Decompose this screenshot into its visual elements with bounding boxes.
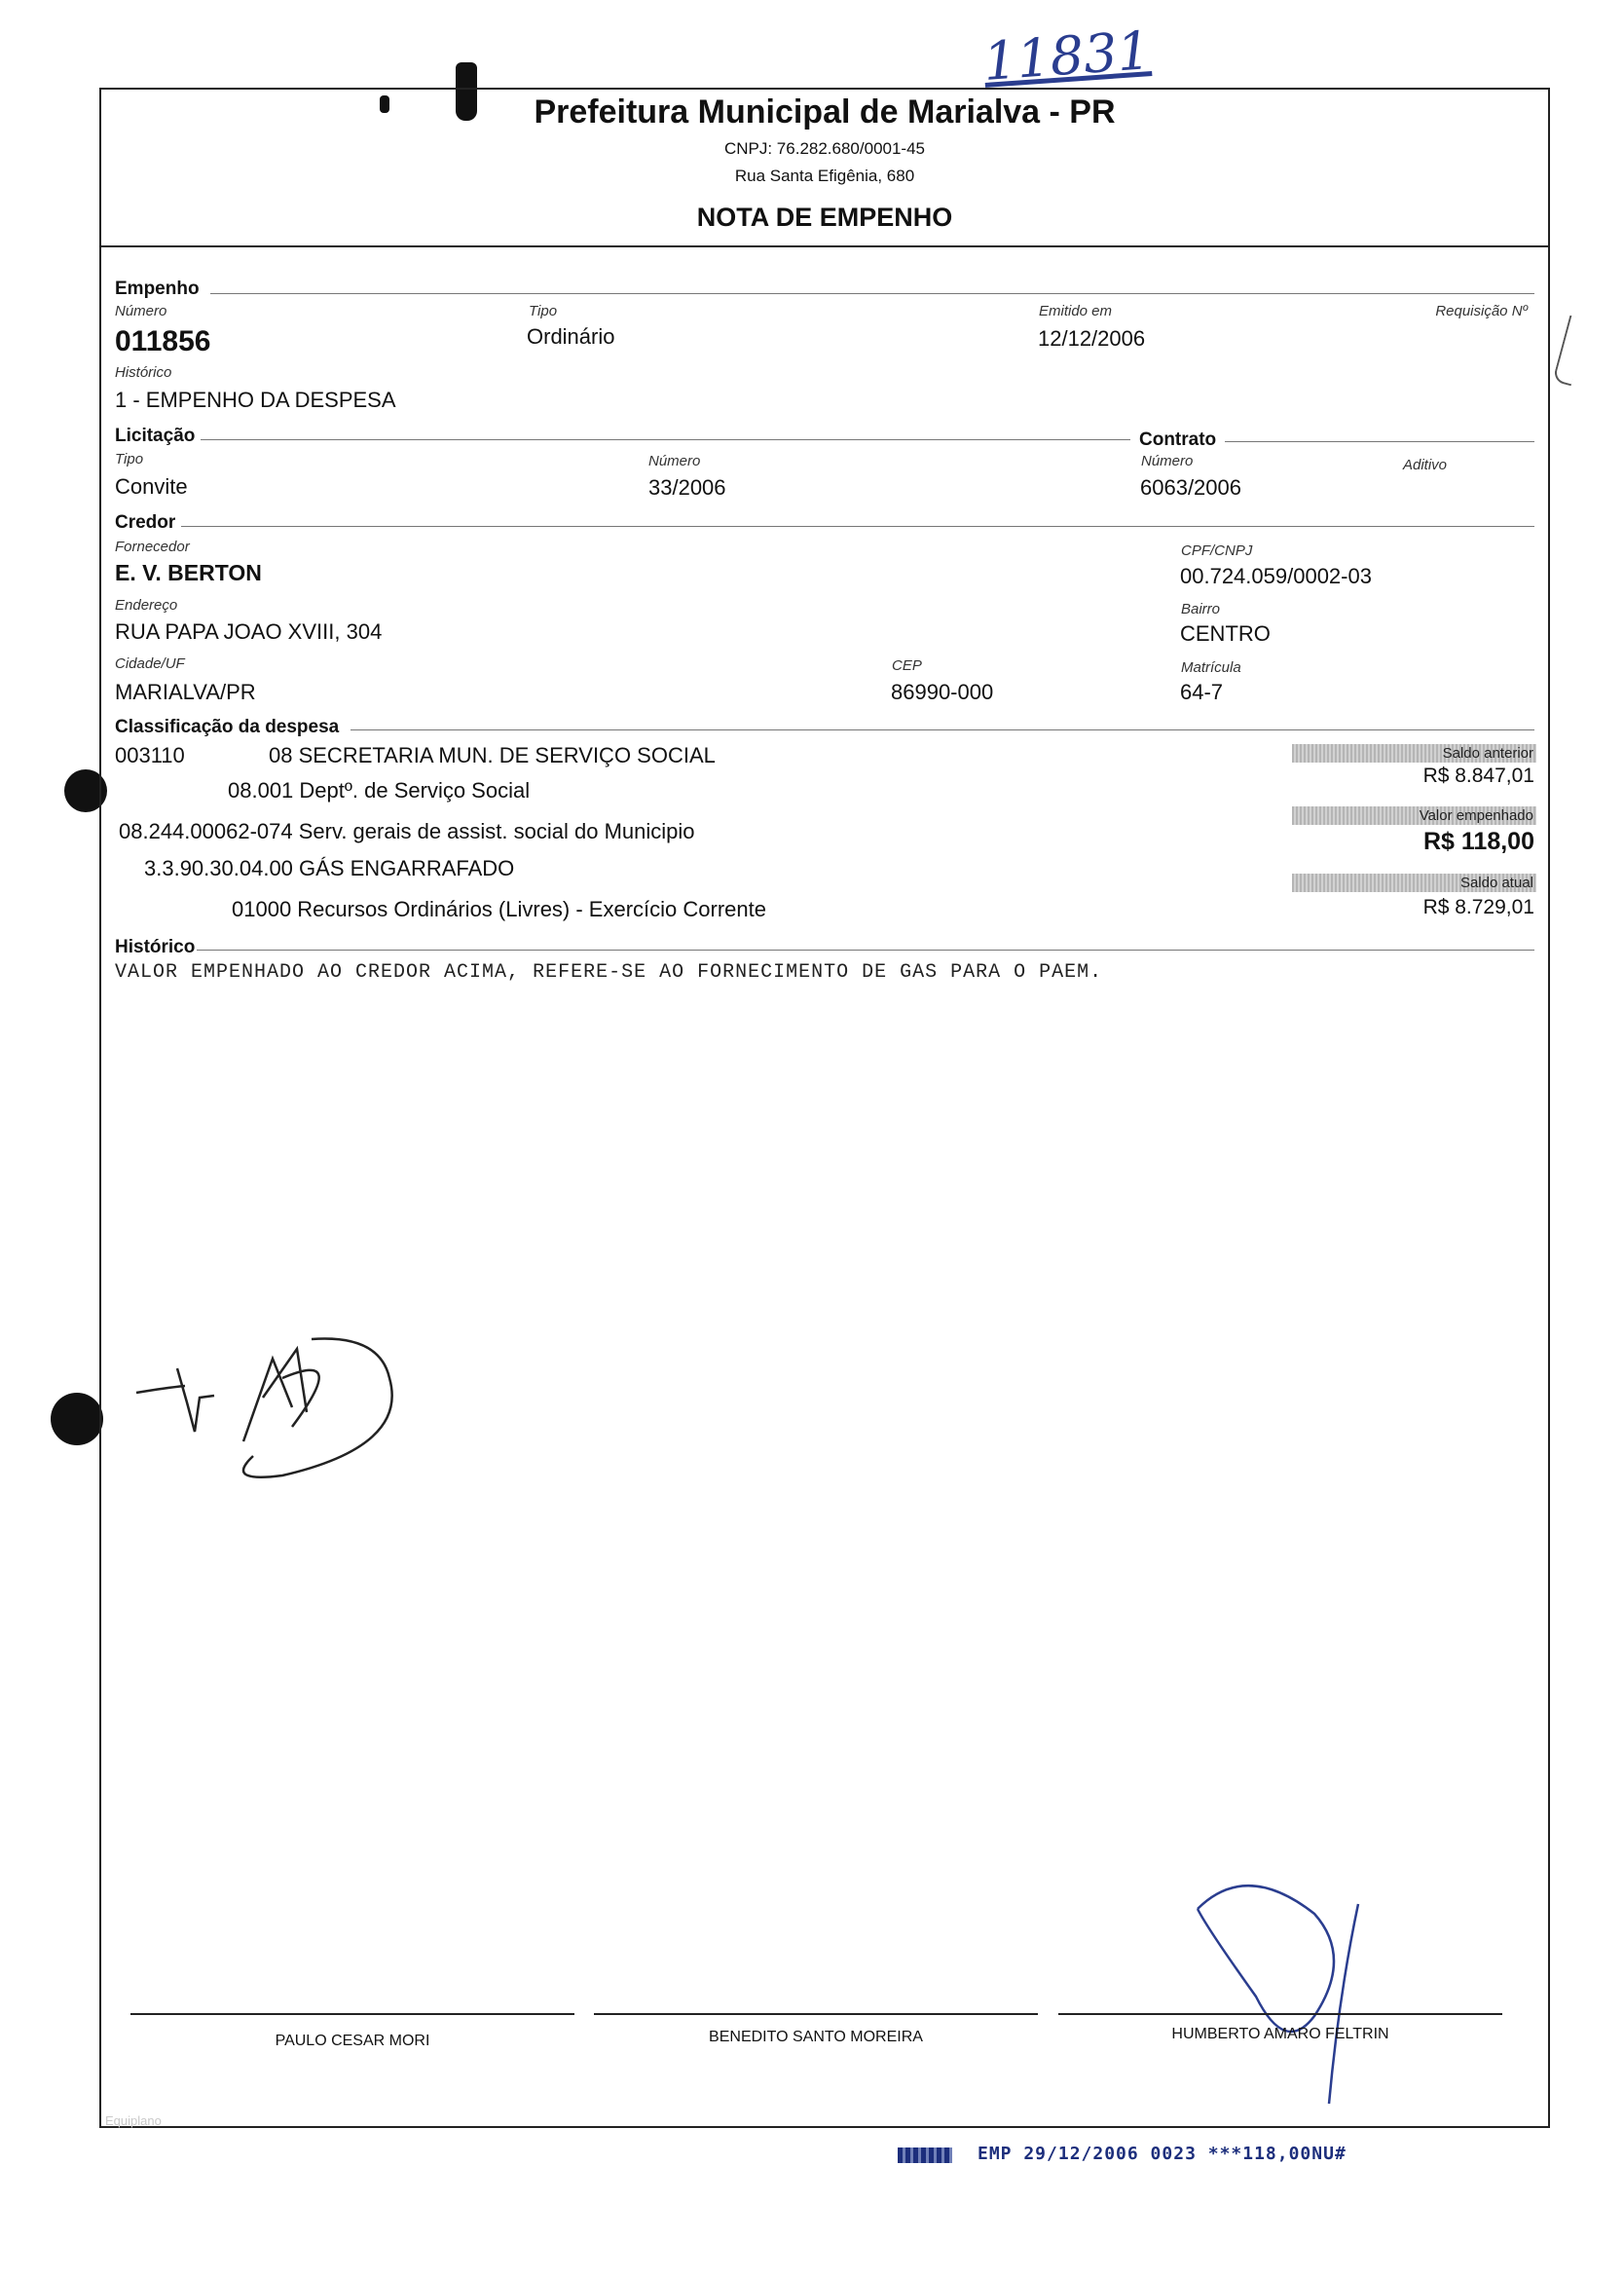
bairro-value: CENTRO [1180,621,1271,646]
bank-stamp-mark [898,2147,952,2163]
licitacao-numero-label: Número [648,453,701,469]
document-title: NOTA DE EMPENHO [696,203,953,232]
licitacao-numero: 33/2006 [648,475,726,500]
signature-mark [1168,1870,1383,2162]
section-rule [1225,441,1534,442]
handwritten-page-number: 11831 [981,19,1153,93]
section-rule [210,293,1534,294]
matricula-label: Matrícula [1181,659,1241,676]
signature-name: PAULO CESAR MORI [275,2033,430,2049]
bank-stamp: EMP 29/12/2006 0023 ***118,00NU# [978,2144,1347,2164]
classificacao-secretaria: 08 SECRETARIA MUN. DE SERVIÇO SOCIAL [269,743,716,767]
empenho-historico: 1 - EMPENHO DA DESPESA [115,388,396,412]
margin-mark [1552,316,1588,387]
licitacao-tipo: Convite [115,474,188,499]
emitido-label: Emitido em [1039,303,1113,319]
section-credor: Credor [115,512,176,533]
cpf-value: 00.724.059/0002-03 [1180,564,1372,588]
signature-line [1058,2013,1502,2015]
punch-hole [51,1393,103,1445]
header-divider [99,245,1550,247]
saldo-atual-label: Saldo atual [1292,874,1536,892]
signature-line [594,2013,1038,2015]
section-rule [201,439,1130,440]
endereco-value: RUA PAPA JOAO XVIII, 304 [115,619,383,644]
page-title: Prefeitura Municipal de Marialva - PR [534,93,1116,131]
section-rule [351,729,1534,730]
historico-text: VALOR EMPENHADO AO CREDOR ACIMA, REFERE-SE AO FORNECIMENTO DE GAS PARA O PAEM. [115,961,1103,984]
signature-line [130,2013,574,2015]
handwritten-initials [127,1320,419,1495]
endereco-label: Endereço [115,597,178,614]
section-empenho: Empenho [115,279,200,299]
classificacao-code: 003110 [115,743,185,767]
fornecedor-value: E. V. BERTON [115,560,262,585]
saldo-atual-value: R$ 8.729,01 [1422,896,1534,918]
classificacao-programa: 08.244.00062-074 Serv. gerais de assist. social do Municipio [119,819,695,843]
footer-brand: Equiplano [105,2113,162,2128]
section-historico: Histórico [115,937,196,957]
empenho-numero-label: Número [115,303,167,319]
fornecedor-label: Fornecedor [115,539,190,555]
section-rule [181,526,1534,527]
section-licitacao: Licitação [115,426,196,446]
section-classificacao: Classificação da despesa [115,717,340,737]
emitido-value: 12/12/2006 [1038,326,1146,351]
contrato-aditivo-label: Aditivo [1403,457,1448,473]
empenho-numero: 011856 [115,325,211,357]
requisicao-label: Requisição Nº [1435,303,1528,319]
empenho-tipo-label: Tipo [529,303,558,319]
signature-name: BENEDITO SANTO MOREIRA [709,2029,923,2045]
classificacao-recurso: 01000 Recursos Ordinários (Livres) - Exercício Corrente [232,897,766,921]
cidade-value: MARIALVA/PR [115,680,256,704]
classificacao-departamento: 08.001 Deptº. de Serviço Social [228,778,531,803]
saldo-anterior-value: R$ 8.847,01 [1422,765,1534,787]
cep-label: CEP [892,657,922,674]
contrato-numero: 6063/2006 [1140,475,1241,500]
cep-value: 86990-000 [891,680,994,704]
header-cnpj: CNPJ: 76.282.680/0001-45 [723,139,926,158]
empenho-historico-label: Histórico [115,364,172,381]
empenho-tipo: Ordinário [527,324,615,349]
header-address: Rua Santa Efigênia, 680 [734,167,915,185]
cidade-label: Cidade/UF [115,655,185,672]
matricula-value: 64-7 [1180,680,1224,704]
signature-name: HUMBERTO AMARO FELTRIN [1171,2026,1389,2042]
section-contrato: Contrato [1139,429,1217,450]
contrato-numero-label: Número [1141,453,1194,469]
valor-empenhado-value: R$ 118,00 [1423,828,1534,855]
classificacao-elemento: 3.3.90.30.04.00 GÁS ENGARRAFADO [144,856,515,880]
cpf-label: CPF/CNPJ [1181,542,1253,559]
section-rule [197,950,1534,951]
licitacao-tipo-label: Tipo [115,451,144,467]
bairro-label: Bairro [1181,601,1221,617]
saldo-anterior-label: Saldo anterior [1292,744,1536,763]
valor-empenhado-label: Valor empenhado [1292,806,1536,825]
